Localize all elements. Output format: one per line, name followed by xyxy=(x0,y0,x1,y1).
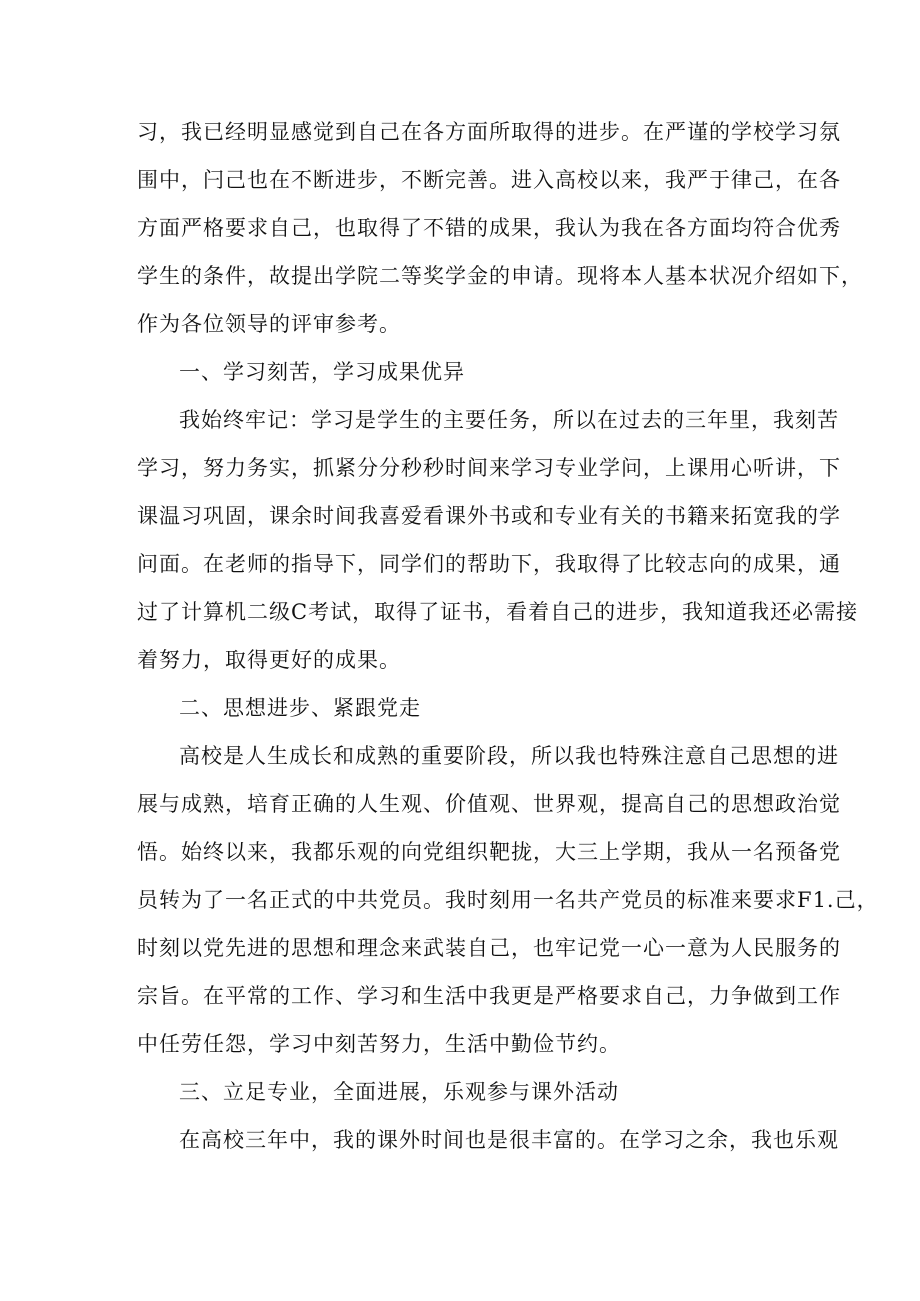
text-line: 员转为了一名正式的中共党员。我时刻用一名共产党员的标准来要求F1.己， xyxy=(137,888,879,912)
section-heading: 二、思想进步、紧跟党走 xyxy=(179,696,421,720)
text-line: 方面严格要求自己，也取得了不错的成果，我认为我在各方面均符合优秀 xyxy=(137,216,841,240)
text-line: 学生的条件，故提出学院二等奖学金的申请。现将本人基本状况介绍如下， xyxy=(137,264,863,288)
document-body xyxy=(137,108,879,1164)
text-line: 作为各位领导的评审参考。 xyxy=(137,312,401,336)
text-line: 学习，努力务实，抓紧分分秒秒时间来学习专业学问，上课用心听讲，下 xyxy=(137,456,841,480)
text-line: 高校是人生成长和成熟的重要阶段，所以我也特殊注意自己思想的进 xyxy=(179,744,839,768)
text-line: 宗旨。在平常的工作、学习和生活中我更是严格要求自己，力争做到工作 xyxy=(137,984,841,1008)
text-line: 习，我已经明显感觉到自己在各方面所取得的进步。在严谨的学校学习氛 xyxy=(137,120,841,144)
text-line: 在高校三年中，我的课外时间也是很丰富的。在学习之余，我也乐观 xyxy=(179,1128,839,1152)
text-line: 展与成熟，培育正确的人生观、价值观、世界观，提高自己的思想政治觉 xyxy=(137,792,841,816)
text-line: 我始终牢记：学习是学生的主要任务，所以在过去的三年里，我刻苦 xyxy=(179,408,839,432)
text-line: 围中，闩己也在不断进步，不断完善。进入高校以来，我严于律己，在各 xyxy=(137,168,841,192)
text-line: 过了计算机二级C考试，取得了证书，看着自己的进步，我知道我还必需接 xyxy=(137,600,859,624)
text-line: 时刻以党先进的思想和理念来武装自己，也牢记党一心一意为人民服务的 xyxy=(137,936,841,960)
text-line: 课温习巩固，课余时间我喜爱看课外书或和专业有关的书籍来拓宽我的学 xyxy=(137,504,841,528)
section-heading: 三、立足专业，全面进展，乐观参与课外活动 xyxy=(179,1080,619,1104)
text-line: 悟。始终以来，我都乐观的向党组织靶拢，大三上学期，我从一名预备党 xyxy=(137,840,841,864)
section-heading: 一、学习刻苦，学习成果优异 xyxy=(179,360,465,384)
text-line: 问面。在老师的指导下，同学们的帮助下，我取得了比较志向的成果，通 xyxy=(137,552,841,576)
text-line: 着努力，取得更好的成果。 xyxy=(137,648,401,672)
text-line: 中任劳任怨，学习中刻苦努力，生活中勤俭节约。 xyxy=(137,1032,621,1056)
